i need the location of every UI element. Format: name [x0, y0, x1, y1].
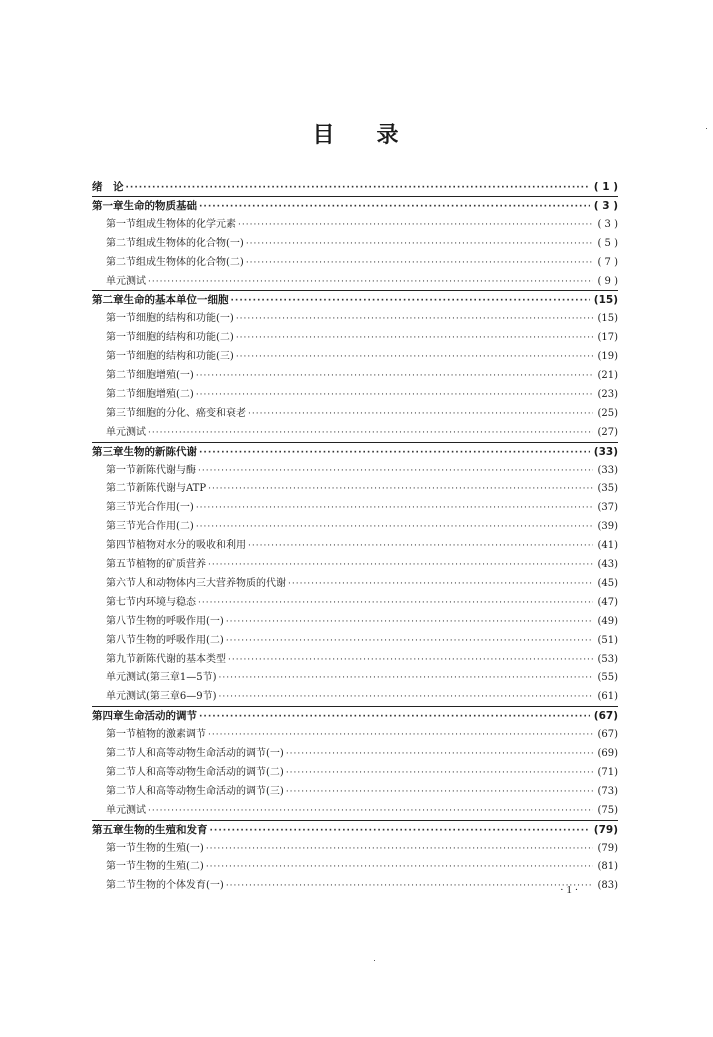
- toc-entry-title: 细胞的结构和功能(三): [136, 351, 234, 363]
- dot-leader: [226, 613, 594, 631]
- toc-entry-title: 植物对水分的吸收和利用: [136, 540, 246, 552]
- toc-section-label: 第一节: [106, 218, 136, 230]
- toc-section-label: 第四节: [106, 540, 136, 552]
- dot-leader: [228, 651, 593, 669]
- dot-leader: [196, 386, 594, 404]
- toc-page-number: (67): [593, 710, 618, 723]
- toc-entry-title: 单元测试: [106, 804, 146, 816]
- toc-section-label: 第二章: [92, 294, 124, 307]
- chapter-divider-rule: [92, 820, 618, 821]
- toc-section-label: 第八节: [106, 634, 136, 646]
- dot-leader: [248, 537, 593, 555]
- toc-page-number: (27): [597, 426, 618, 438]
- dot-leader: [208, 726, 593, 744]
- dot-leader: [199, 444, 590, 462]
- toc-page-number: (61): [597, 691, 618, 703]
- toc-section-label: 第一节: [106, 332, 136, 344]
- toc-entry-title: 光合作用(二): [136, 521, 194, 533]
- toc-section-row: [106, 329, 618, 347]
- toc-chapter-row: [92, 443, 618, 461]
- toc-entry-title: 生物的新陈代谢: [123, 445, 197, 458]
- toc-page-number: (41): [597, 540, 618, 552]
- toc-section-label: 第四章: [92, 710, 124, 723]
- toc-page-number: ( 7 ): [597, 256, 618, 268]
- toc-page-number: (79): [597, 842, 618, 854]
- toc-section-label: 第三节: [106, 502, 136, 514]
- title-char-right: 录: [376, 123, 401, 148]
- toc-entry-title: 细胞的分化、癌变和衰老: [136, 407, 246, 419]
- toc-entry-title: 植物的矿质营养: [136, 559, 206, 570]
- toc-entry-title: 细胞增殖(二): [136, 388, 194, 400]
- toc-section-label: 第二节: [106, 880, 136, 892]
- toc-chapter-row: [92, 197, 618, 215]
- toc-entry-title: 人和动物体内三大营养物质的代谢: [136, 577, 286, 589]
- dot-leader: [238, 216, 593, 234]
- toc-test-row: [106, 669, 618, 687]
- toc-page-number: (39): [597, 521, 618, 533]
- toc-page-number: ( 1 ): [593, 181, 618, 193]
- toc-chapter-row: [92, 178, 618, 196]
- dot-leader: [286, 783, 594, 801]
- toc-page-number: (35): [597, 483, 618, 495]
- toc-section-label: 绪 论: [92, 181, 124, 193]
- toc-chapter-row: [92, 291, 618, 309]
- toc-section-label: 第八节: [106, 615, 136, 627]
- toc-section-label: 第五节: [106, 559, 136, 570]
- toc-test-row: [106, 688, 618, 706]
- dot-leader: [236, 348, 594, 366]
- toc-page-number: (23): [597, 388, 618, 400]
- scan-speck: [706, 128, 707, 129]
- toc-entry-title: 细胞增殖(一): [136, 370, 194, 381]
- dot-leader: [210, 822, 590, 840]
- dot-leader: [219, 669, 594, 687]
- dot-leader: [286, 764, 594, 782]
- toc-page-number: (79): [593, 823, 618, 836]
- toc-section-row: [106, 499, 618, 517]
- toc-entry-title: 组成生物体的化合物(一): [136, 237, 244, 249]
- dot-leader: [236, 310, 594, 328]
- toc-section-label: 第七节: [106, 596, 136, 608]
- dot-leader: [196, 499, 594, 517]
- toc-page-number: (67): [597, 729, 618, 741]
- toc-entry-title: 生命活动的调节: [123, 710, 197, 723]
- toc-page-number: (71): [597, 766, 618, 778]
- toc-section-label: 第三节: [106, 407, 136, 419]
- toc-section-label: 第五章: [92, 823, 124, 836]
- toc-section-row: [106, 556, 618, 574]
- toc-section-label: 第一节: [106, 464, 136, 476]
- toc-section-row: [106, 764, 618, 782]
- toc-section-label: 第一章: [92, 199, 124, 212]
- toc-section-label: 第二节: [106, 748, 136, 759]
- toc-entry-title: 生物的呼吸作用(二): [136, 634, 224, 646]
- toc-page-number: (69): [597, 748, 618, 759]
- toc-section-row: [106, 367, 618, 385]
- toc-page-number: (53): [597, 653, 618, 665]
- toc-page-number: (43): [597, 559, 618, 570]
- toc-section-label: 第二节: [106, 785, 136, 797]
- toc-section-label: 第二节: [106, 370, 136, 381]
- chapter-divider-rule: [92, 290, 618, 291]
- toc-entry-title: 单元测试(第三章1—5节): [106, 672, 217, 684]
- toc-page-number: (47): [597, 596, 618, 608]
- dot-leader: [246, 235, 594, 253]
- toc-page-number: ( 3 ): [593, 199, 618, 212]
- dot-leader: [196, 518, 594, 536]
- toc-page-number: ( 5 ): [597, 237, 618, 249]
- toc-page-number: (17): [597, 332, 618, 344]
- toc-entry-title: 植物的激素调节: [136, 729, 206, 741]
- dot-leader: [198, 462, 593, 480]
- toc-section-row: [106, 462, 618, 480]
- toc-section-label: 第一节: [106, 861, 136, 873]
- toc-section-row: [106, 745, 618, 763]
- toc-section-row: [106, 858, 618, 876]
- toc-entry-title: 细胞的结构和功能(二): [136, 332, 234, 344]
- toc-section-label: 第六节: [106, 577, 136, 589]
- toc-section-row: [106, 235, 618, 253]
- dot-leader: [208, 556, 593, 574]
- toc-entry-title: 光合作用(一): [136, 502, 194, 514]
- dot-leader: [196, 367, 594, 385]
- dot-leader: [148, 273, 593, 291]
- dot-leader: [198, 594, 593, 612]
- toc-section-label: 第二节: [106, 483, 136, 495]
- toc-section-row: [106, 348, 618, 366]
- toc-page-number: (81): [597, 861, 618, 873]
- toc-section-row: [106, 480, 618, 498]
- dot-leader: [226, 632, 594, 650]
- toc-section-label: 第二节: [106, 237, 136, 249]
- toc-section-row: [106, 783, 618, 801]
- dot-leader: [199, 708, 590, 726]
- toc-page-number: (75): [597, 804, 618, 816]
- toc-section-row: [106, 840, 618, 858]
- toc-section-label: 第一节: [106, 313, 136, 325]
- toc-chapter-row: [92, 821, 618, 839]
- toc-section-label: 第一节: [106, 351, 136, 363]
- toc-section-label: 第三节: [106, 521, 136, 533]
- dot-leader: [288, 575, 593, 593]
- toc-page-number: ( 9 ): [597, 275, 618, 287]
- toc-section-row: [106, 632, 618, 650]
- toc-page-number: (15): [593, 294, 618, 307]
- dot-leader: [246, 254, 594, 272]
- toc-page-number: (51): [597, 634, 618, 646]
- toc-section-row: [106, 254, 618, 272]
- toc-section-row: [106, 386, 618, 404]
- title-char-left: 目: [312, 123, 337, 148]
- toc-section-label: 第一节: [106, 842, 136, 854]
- toc-entry-title: 人和高等动物生命活动的调节(二): [136, 766, 284, 778]
- dot-leader: [219, 688, 594, 706]
- dot-leader: [206, 858, 594, 876]
- dot-leader: [206, 840, 594, 858]
- chapter-divider-rule: [92, 442, 618, 443]
- toc-entry-title: 生物的个体发育(一): [136, 880, 224, 892]
- toc-test-row: [106, 802, 618, 820]
- toc-page-number: (73): [597, 785, 618, 797]
- toc-entry-title: 生物的生殖(一): [136, 842, 204, 854]
- toc-entry-title: 生物的生殖(二): [136, 861, 204, 873]
- toc-test-row: [106, 424, 618, 442]
- toc-section-label: 第一节: [106, 729, 136, 741]
- toc-entry-title: 新陈代谢与酶: [136, 464, 196, 476]
- toc-page-number: (55): [597, 672, 618, 684]
- dot-leader: [248, 405, 593, 423]
- toc-entry-title: 人和高等动物生命活动的调节(一): [136, 748, 284, 759]
- toc-section-row: [106, 405, 618, 423]
- toc-page-number: (37): [597, 502, 618, 514]
- dot-leader: [148, 802, 593, 820]
- toc-entry-title: 新陈代谢与ATP: [136, 483, 207, 495]
- toc-page-number: (33): [597, 464, 618, 476]
- toc-section-label: 第二节: [106, 256, 136, 268]
- dot-leader: [148, 424, 593, 442]
- dot-leader: [208, 480, 593, 498]
- toc-page-number: (49): [597, 615, 618, 627]
- toc-page-number: (25): [597, 407, 618, 419]
- toc-page-number: (19): [597, 351, 618, 363]
- toc-section-row: [106, 310, 618, 328]
- toc-section-label: 第二节: [106, 388, 136, 400]
- toc-page-number: (45): [597, 577, 618, 589]
- toc-entry-title: 组成生物体的化学元素: [136, 218, 236, 230]
- toc-entry-title: 生命的基本单位一细胞: [123, 294, 229, 307]
- page-number: · 1 ·: [560, 884, 579, 896]
- toc-section-label: 第二节: [106, 766, 136, 778]
- toc-entry-title: 生物的生殖和发育: [123, 823, 208, 836]
- toc-entry-title: 单元测试: [106, 275, 146, 287]
- toc-section-row: [106, 537, 618, 555]
- toc-section-row: [106, 575, 618, 593]
- chapter-divider-rule: [92, 196, 618, 197]
- toc-entry-title: 生命的物质基础: [123, 199, 197, 212]
- dot-leader: [226, 877, 594, 895]
- toc-entry-title: 内环境与稳态: [136, 596, 196, 608]
- dot-leader: [236, 329, 594, 347]
- toc-section-row: [106, 518, 618, 536]
- scan-speck: [374, 960, 375, 961]
- toc-section-label: 第九节: [106, 653, 136, 665]
- toc-section-label: 第三章: [92, 445, 124, 458]
- chapter-divider-rule: [92, 706, 618, 707]
- toc-test-row: [106, 273, 618, 291]
- toc-entry-title: 细胞的结构和功能(一): [136, 313, 234, 325]
- toc-entry-title: 新陈代谢的基本类型: [136, 653, 226, 665]
- toc-page-number: (83): [597, 880, 618, 892]
- toc-section-row: [106, 613, 618, 631]
- toc-entry-title: 组成生物体的化合物(二): [136, 256, 244, 268]
- toc-section-row: [106, 651, 618, 669]
- toc-section-row: [106, 877, 618, 895]
- toc-page-number: ( 3 ): [597, 218, 618, 230]
- toc-page-number: (15): [597, 313, 618, 325]
- toc-page-number: (21): [597, 370, 618, 381]
- toc-chapter-row: [92, 707, 618, 725]
- toc-page-number: (33): [593, 445, 618, 458]
- toc-section-row: [106, 594, 618, 612]
- dot-leader: [286, 745, 594, 763]
- dot-leader: [126, 179, 590, 197]
- toc-entry-title: 人和高等动物生命活动的调节(三): [136, 785, 284, 797]
- toc-entry-title: 单元测试(第三章6—9节): [106, 691, 217, 703]
- toc-section-row: [106, 216, 618, 234]
- toc-entry-title: 生物的呼吸作用(一): [136, 615, 224, 627]
- dot-leader: [231, 292, 590, 310]
- toc-section-row: [106, 726, 618, 744]
- toc-entry-title: 单元测试: [106, 426, 146, 438]
- dot-leader: [199, 198, 590, 216]
